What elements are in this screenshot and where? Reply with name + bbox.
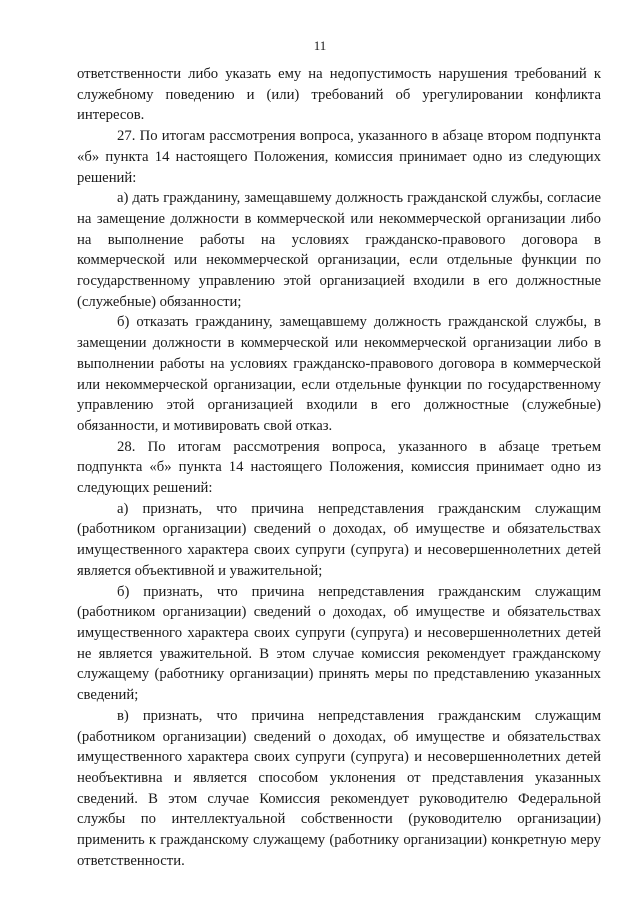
paragraph-28-v: в) признать, что причина непредставления гражданским служащим (работником организации) сведений о доходах, об имуществе и обязательствах имущественного характера своих супруги (супруга) и несовершеннолетних детей необъективна и является способом уклонения от представления указанных сведений. В этом случае Комиссия рекомендует руководителю Федеральной службы по интеллектуальной собственности (руководителю организации) применить к гражданскому служащему (работнику организации) конкретную меру ответственности.	[77, 707, 601, 869]
paragraph-28-a: а) признать, что причина непредставления гражданским служащим (работником организации) сведений о доходах, об имуществе и обязательствах имущественного характера своих супруги (супруга) и несовершеннолетних детей является объективной и уважительной;	[77, 500, 601, 579]
paragraph-27-a: а) дать гражданину, замещавшему должность гражданской службы, согласие на замещение должности в коммерческой или некоммерческой организации либо на выполнение работы на условиях гражданско-правового договора в коммерческой или некоммерческой организации, если отдельные функции по государственному управлению этой организацией входили в его должностные (служебные) обязанности;	[77, 190, 601, 310]
paragraph-27-b: б) отказать гражданину, замещавшему должность гражданской службы, в замещении должности в коммерческой или некоммерческой организации либо в выполнении работы на условиях гражданско-правового договора в коммерческой или некоммерческой организации, если отдельные функции по государственному управлению этой организацией входили в его должностные (служебные) обязанности, и мотивировать свой отказ.	[77, 314, 601, 434]
paragraph-continuation: ответственности либо указать ему на недопустимость нарушения требований к служебному поведению и (или) требований об урегулировании конфликта интересов.	[77, 66, 601, 124]
paragraph-item-27: 27. По итогам рассмотрения вопроса, указанного в абзаце втором подпункта «б» пункта 14 настоящего Положения, комиссия принимает одно из следующих решений:	[77, 128, 601, 186]
paragraph-28-b: б) признать, что причина непредставления гражданским служащим (работником организации) сведений о доходах, об имуществе и обязательствах имущественного характера своих супруги (супруга) и несовершеннолетних детей не является уважительной. В этом случае комиссия рекомендует гражданскому служащему (работнику организации) принять меры по представлению указанных сведений;	[77, 583, 601, 704]
document-body	[77, 64, 601, 871]
paragraph-item-28: 28. По итогам рассмотрения вопроса, указанного в абзаце третьем подпункта «б» пункта 14 настоящего Положения, комиссия принимает одно из следующих решений:	[77, 438, 601, 497]
page-number: 11	[313, 38, 327, 53]
